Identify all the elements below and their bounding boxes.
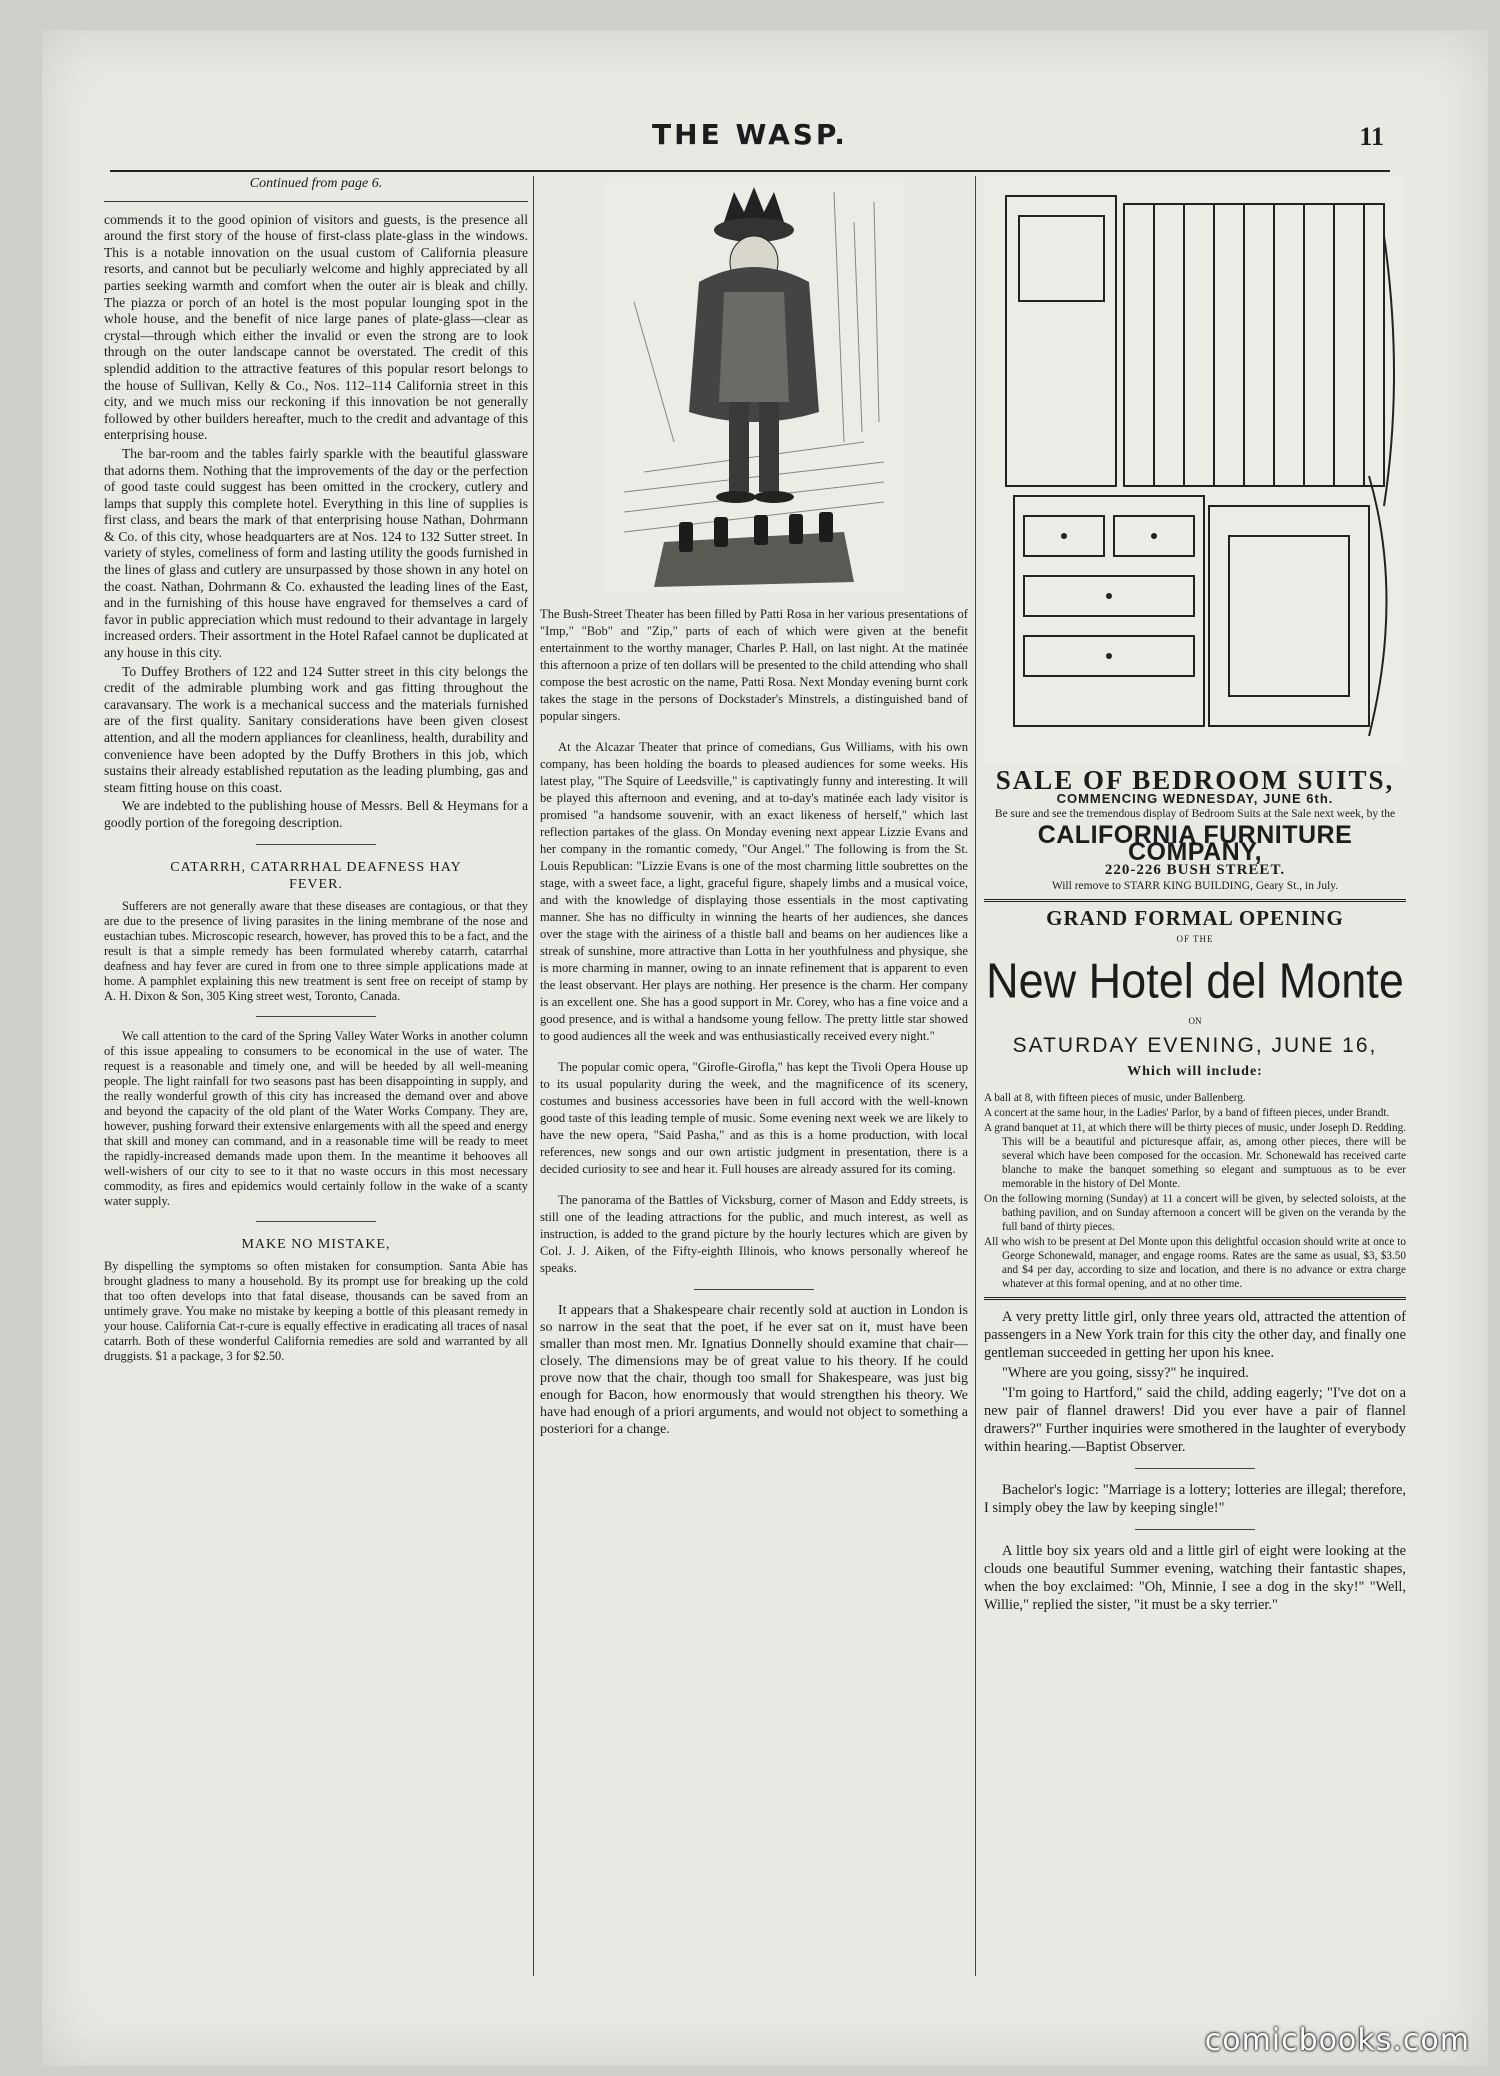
divider bbox=[1135, 1529, 1255, 1530]
catarrh-body: Sufferers are not generally aware that these diseases are contagious, or that they are due to the presence of living parasites in the lining membrane of the nose and eustachian tubes. Microscopic research, however, has proved this to be a fact, and the result is that a simple remedy has been formulated whereby catarrh, catarrhal deafness and hay fever are cured in from one to three simple applications made at home. A pamphlet explaining this new treatment is sent free on receipt of stamp by A. H. Dixon & Son, 305 King street west, Toronto, Canada. bbox=[104, 898, 528, 1003]
furniture-ad-remove: Will remove to STARR KING BUILDING, Geary St., in July. bbox=[1051, 879, 1339, 892]
divider bbox=[256, 1016, 376, 1017]
column-right bbox=[984, 176, 1406, 1986]
article-paragraph: The bar-room and the tables fairly sparkle with the beautiful glassware that adorns them. Nothing that the improvements of the day or the perfection of good taste could suggest has been omitted in the crockery, cutlery and lamps that supply this complete hotel. Everything in this line of supplies is first class, and bears the mark of that enterprising house Nathan, Dohrmann & Co. of this city, whose headquarters are at Nos. 124 to 132 Sutter street. In variety of styles, comeliness of form and lasting utility the goods furnished in the lines of glass and cutlery are unsurpassed by those shown in any hotel on the coast. Nathan, Dohrmann & Co. exhausted the leading lines of the East, and in the furnishing of this house have engraved for themselves a card of favor in public appreciation which must redound to their advantage in largely increased orders. Their assortment in the Hotel Rafael cannot be duplicated at any house in this city. bbox=[104, 445, 528, 661]
continued-note: Continued from page 6. bbox=[249, 176, 383, 191]
furniture-ad-company: CALIFORNIA FURNITURE COMPANY, bbox=[1037, 821, 1353, 866]
list-item: A grand banquet at 11, at which there will be thirty pieces of music, under Joseph D. Redding. This will be a beautiful and picturesque affair, as, among other pieces, there will be several which have been composed for the occasion. Mr. Schonewald has received carte blanche to make the banquet something so elegant and sumptuous as to be ever memorable in the history of Del Monte. bbox=[984, 1121, 1406, 1190]
mistake-heading: MAKE NO MISTAKE, bbox=[241, 1236, 391, 1252]
column-middle bbox=[540, 176, 968, 1986]
divider bbox=[256, 844, 376, 845]
list-item: A ball at 8, with fifteen pieces of music, under Ballenberg. bbox=[984, 1091, 1246, 1104]
catarrh-heading: CATARRH, CATARRHAL DEAFNESS HAY FEVER. bbox=[170, 859, 462, 892]
article-paragraph: commends it to the good opinion of visitors and guests, is the presence all around the first story of the house of first-class plate-glass in the windows. This is a notable innovation on the usual custom of California pleasure resorts, and cannot but be peculiarly welcome and highly appreciated by all parties seeking warmth and comfort when the outer air is bleak and chilly. The piazza or porch of an hotel is the most popular lounging spot in the whole house, and the benefit of nice large panes of plate-glass—clear as crystal—through which either the invalid or even the strong are to look through on the outer landscape cannot be overstated. The credit of this splendid addition to the attractive features of this popular resort belongs to the house of Sullivan, Kelly & Co., Nos. 112–114 California street in this city, and we much miss our reckoning if this innovation be not generally followed by other builders hereafter, much to the credit and advantage of this enterprising house. bbox=[104, 211, 528, 443]
divider bbox=[256, 1221, 376, 1222]
mistake-body: By dispelling the symptoms so often mistaken for consumption. Santa Abie has brought gladness to many a household. By its prompt use for breaking up the cold that too often develops into that fatal disease, thousands can be saved from an untimely grave. You make no mistake by keeping a bottle of this pleasant remedy in your house. California Cat-r-cure is equally effective in eradicating all traces of nasal catarrh. Both of these wonderful California remedies are sold and warranted by all druggists. $1 a package, 3 for $2.50. bbox=[104, 1258, 528, 1363]
little-girl-paragraph: A very pretty little girl, only three years old, attracted the attention of passengers in a New York train for this city the other day, and finally one gentleman succeeded in getting her upon his knee. bbox=[984, 1308, 1406, 1361]
hotel-ad-of-the: OF THE bbox=[1176, 933, 1214, 944]
furniture-sale-ad bbox=[984, 765, 1406, 893]
tivoli-paragraph: The popular comic opera, "Girofle-Girofla," has kept the Tivoli Opera House up to its usual popularity during the week, and the magnificence of its scenery, costumes and business accessories have been in full accord with the well-known good taste of this leading temple of music. Some evening next week we are likely to have the new opera, "Said Pasha," and as this is a home production, with local references, new songs and our own artistic judgment in presentation, there is a decided curiosity to see and hear it. Full houses are already assured for its coming. bbox=[540, 1060, 968, 1176]
column-rule bbox=[975, 176, 976, 1976]
masthead bbox=[110, 110, 1390, 172]
hotel-ad-grand: GRAND FORMAL OPENING bbox=[1046, 905, 1344, 930]
watermark-text: comicbooks.com bbox=[1204, 2023, 1470, 2058]
bachelor-paragraph: Bachelor's logic: "Marriage is a lottery; lotteries are illegal; therefore, I simply obey the law by keeping single!" bbox=[984, 1481, 1406, 1516]
king-caricature-illustration bbox=[604, 182, 904, 592]
list-item: All who wish to be present at Del Monte upon this delightful occasion should write at once to George Schonewald, manager, and engage rooms. Rates are the same as usual, $3, $3.50 and $4 per day, according to size and location, and there is no advance or extra charge whatever at this formal opening, and at no other time. bbox=[984, 1235, 1406, 1290]
hotel-ad-list bbox=[984, 1091, 1406, 1291]
article-paragraph: To Duffey Brothers of 122 and 124 Sutter street in this city belongs the credit of the admirable plumbing work and gas fitting throughout the caravansary. The work is a mechanical success and the materials furnished are of the first quality. Sanitary considerations have been given closest attention, and all the modern appliances for cleanliness, health, durability and convenience have been adopted by the Duffy Brothers in this job, which sustains their already established reputation as the leading plumbing, gas and steam fitting house on this coast. bbox=[104, 663, 528, 795]
furniture-ad-headline: SALE OF BEDROOM SUITS, bbox=[995, 765, 1395, 795]
furniture-ad-commencing: COMMENCING WEDNESDAY, JUNE 6th. bbox=[1056, 790, 1334, 806]
hotel-ad-name: New Hotel del Monte bbox=[986, 952, 1404, 1009]
newspaper-title: THE WASP. bbox=[652, 118, 848, 151]
article-paragraph: We are indebted to the publishing house of Messrs. Bell & Heymans for a goodly portion of the foregoing description. bbox=[104, 798, 528, 830]
divider bbox=[1135, 1468, 1255, 1469]
hotel-ad-date: SATURDAY EVENING, JUNE 16, bbox=[1012, 1033, 1378, 1057]
spring-valley-paragraph: We call attention to the card of the Spring Valley Water Works in another column of this issue appealing to consumers to be economical in the use of water. The request is a reasonable and timely one, and will be heeded by all well-meaning people. The light rainfall for two seasons past has been disappointing in supply, and the really wonderful growth of this city has increased the demand over and above and beyond the capacity of the old plant of the Water Works Company. They are, however, pushing forward their extensive enlargements with all the speed and energy that skill and money can command, and in a reasonable time will be ready to meet the rapidly-increased demands made upon them. In the meantime it behooves all well-wishers of our city to see to it that no waste occurs in this most necessary commodity, as fires and epidemics would certainly follow in the wake of a scanty water supply. bbox=[104, 1028, 528, 1208]
panorama-paragraph: The panorama of the Battles of Vicksburg, corner of Mason and Eddy streets, is still one of the leading attractions for the public, and much interest, as well as instruction, is added to the grand picture by the hourly lectures which are given by Col. J. J. Aiken, of the Fifty-eighth Illinois, who knows personally whereof he speaks. bbox=[540, 1193, 968, 1275]
little-boy-paragraph: A little boy six years old and a little girl of eight were looking at the clouds one beautiful Summer evening, watching their fantastic shapes, when the boy exclaimed: "Oh, Minnie, I see a dog in the sky!" "Well, Willie," replied the sister, "it must be a sky terrier." bbox=[984, 1542, 1406, 1613]
little-girl-dialogue: "Where are you going, sissy?" he inquired. bbox=[1002, 1364, 1249, 1381]
furniture-ad-address: 220-226 BUSH STREET. bbox=[1104, 862, 1286, 879]
list-item: On the following morning (Sunday) at 11 a concert will be given, by selected soloists, at the bathing pavilion, and on Sunday afternoon a concert will be given on the veranda by the full band of thirty pieces. bbox=[984, 1192, 1406, 1233]
alcazar-paragraph: At the Alcazar Theater that prince of comedians, Gus Williams, with his own company, has been holding the boards to pleased audiences for some weeks. His latest play, "The Squire of Leedsville," is captivatingly funny and interesting. It will be played this afternoon and evening, and at to-day's matinée each lady visitor is promised "a handsome souvenir, with an exact likeness of herself," which last reflection partakes of the glass. On Monday evening next appear Lizzie Evans and her company in the romantic comedy, "Our Angel." The following is from the St. Louis Republican: "Lizzie Evans is one of the most charming little soubrettes on the stage, with a sweet face, a light, graceful figure, shapely limbs and a musical voice, and with the knowledge of displaying those essentials in the most captivating manner. She has no difficulty in winning the hearts of her audiences, she dances over the stage with the airiness of a thistle ball and beams on her audiences like a streak of sunshine, more attractive than Lotta in her youthfulness and physique, she is more charming in manner, owing to an innate refinement that is apparent to even the least observant. Her plays are nothing. Her presence is the charm. Her company is an excellent one. She has a good support in Mr. Corey, who has a fine voice and a good presence, and is withal a handsome young fellow. The pretty little star showed to good audiences all the week and was enthusiastically received every night." bbox=[540, 740, 968, 1043]
list-item: A concert at the same hour, in the Ladies' Parlor, by a band of fifteen pieces, under Brandt. bbox=[984, 1106, 1390, 1119]
shakespeare-paragraph: It appears that a Shakespeare chair recently sold at auction in London is so narrow in the seat that the poet, if he ever sat on it, must have been smaller than most men. Mr. Ignatius Donnelly should examine that chair—closely. The dimensions may be of great value to his theory. If he could prove now that the chair, though too small for Shakespeare, was just big enough for Bacon, how enormously that would strengthen his theory. We have had enough of a priori arguments, and would not object to something a posteriori for a change. bbox=[540, 1303, 968, 1437]
divider bbox=[984, 1297, 1406, 1300]
hotel-ad-include: Which will include: bbox=[1127, 1064, 1263, 1080]
bush-theater-paragraph: The Bush-Street Theater has been filled by Patti Rosa in her various presentations of "Imp," "Bob" and "Zip," parts of each of which were given at the benefit entertainment to the worthy manager, Charles P. Hall, on last night. At the matinée this afternoon a prize of ten dollars will be presented to the child attending who shall compose the best acrostic on the name, Patti Rosa. Next Monday evening burnt cork takes the stage in the persons of Dockstader's Minstrels, a distinguished band of popular singers. bbox=[540, 607, 968, 723]
hotel-ad-on: ON bbox=[1188, 1016, 1202, 1027]
bedroom-furniture-illustration bbox=[984, 176, 1406, 764]
divider bbox=[984, 899, 1406, 902]
divider bbox=[104, 201, 528, 202]
little-girl-dialogue: "I'm going to Hartford," said the child, adding eagerly; "I've dot on a new pair of flannel drawers! Did you ever have a pair of flannel drawers?" Further inquiries were smothered in the laughter of everybody within hearing.—Baptist Observer. bbox=[984, 1384, 1406, 1455]
column-left bbox=[104, 176, 528, 1986]
divider bbox=[694, 1289, 814, 1290]
furniture-ad-body: Be sure and see the tremendous display of Bedroom Suits at the Sale next week, by the bbox=[994, 808, 1396, 821]
page-number: 11 bbox=[1359, 122, 1384, 151]
column-rule bbox=[533, 176, 534, 1976]
hotel-opening-ad bbox=[984, 905, 1406, 1291]
